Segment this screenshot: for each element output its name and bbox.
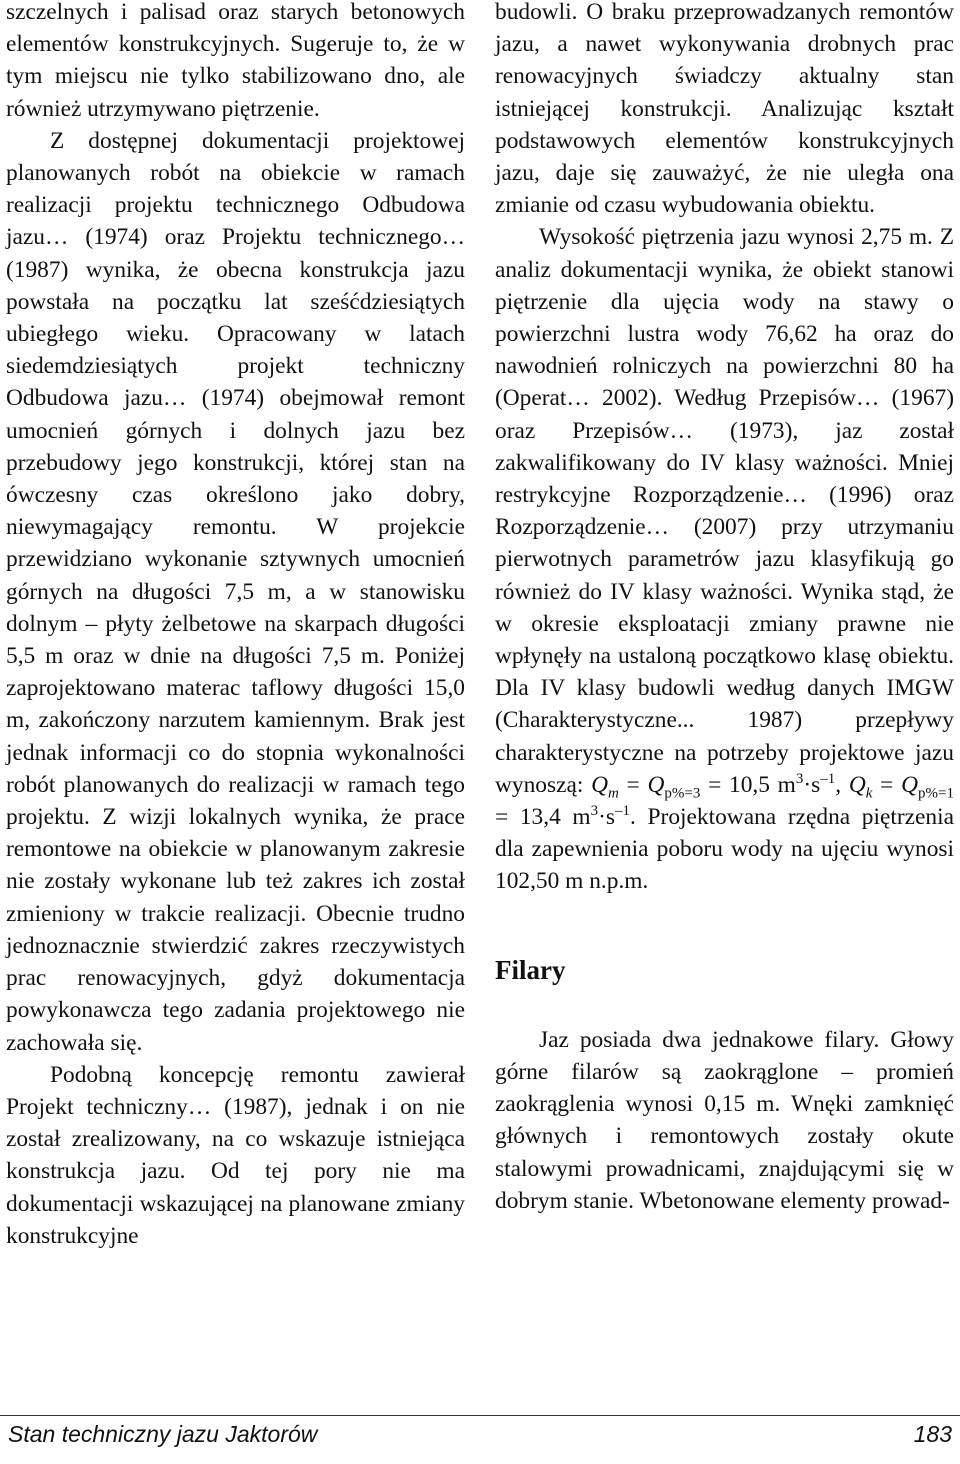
formula-subscript: m xyxy=(607,785,619,802)
paragraph: Jaz posiada dwa jednakowe filary. Głowy górne filarów są zaokrąglone – promień zaokrąglenia wynosi 0,15 m. Wnęki zamknięć głównych i remontowych zostały okute stalowymi prowadnicami, znajdującymi się w dobrym stanie. Wbetonowane elementy prowad- xyxy=(495,1026,954,1214)
right-column xyxy=(495,0,954,1217)
paragraph: Z dostępnej dokumentacji projektowej planowanych robót na obiekcie w ramach realizacji projektu technicznego Odbudowa jazu… (1974) oraz Projektu technicznego… (1987) wynika, że obecna konstrukcja jazu powstała na początku lat sześćdziesiątych ubiegłego wieku. Opracowany w latach siedemdziesiątych projekt techniczny Odbudowa jazu… (1974) obejmował remont umocnień górnych i dolnych jazu bez przebudowy jego konstrukcji, której stan na ówczesny czas określono jako dobry, niewymagający remontu. W projekcie przewidziano wykonanie sztywnych umocnień górnych na długości 7,5 m, a w stanowisku dolnym – płyty żelbetowe na skarpach długości 5,5 m oraz w dnie na długości 7,5 m. Poniżej zaprojektowano materac taflowy długości 15,0 m, zakończony narzutem kamiennym. Brak jest jednak informacji co do stopnia wykonalności robót planowanych do realizacji w ramach tego projektu. Z wizji lokalnych wynika, że prace remontowe na obiekcie w planowanym zakresie nie zostały wykonane lub też zakres ich został zmieniony w trakcie realizacji. Obecnie trudno jednoznacznie stwierdzić zakres rzeczywistych prac renowacyjnych, gdyż dokumentacja powykonawcza tego zadania projektowego nie zachowała się. xyxy=(6,127,465,1056)
paragraph: budowli. O braku przeprowadzanych remontów jazu, a nawet wykonywania drobnych prac renowacyjnych świadczy aktualny stan istniejącej konstrukcji. Analizując kształt podstawowych elementów konstrukcyjnych jazu, daje się zauważyć, że nie uległa ona zmianie od czasu wybudowania obiektu. xyxy=(495,0,954,219)
formula-text: ·s xyxy=(803,771,821,798)
formula-symbol: Q xyxy=(901,771,919,798)
formula-text: = 10,5 m xyxy=(700,771,796,798)
formula-symbol: Q xyxy=(647,771,665,798)
section-heading: Filary xyxy=(495,954,566,985)
left-column xyxy=(6,0,465,1252)
formula-text: = xyxy=(872,771,902,798)
formula-text: = 13,4 m xyxy=(495,804,591,831)
formula-symbol: Q xyxy=(848,771,866,798)
formula-subscript: p%=1 xyxy=(918,785,954,802)
paragraph-with-formula xyxy=(495,221,954,897)
page-number: 183 xyxy=(913,1421,952,1447)
formula-text: , xyxy=(835,771,849,798)
paragraph: szczelnych i palisad oraz starych betonowych elementów konstrukcyjnych. Sugeruje to, że w tym miejscu nie tylko stabilizowano dno, ale również utrzymywano piętrzenie. xyxy=(6,0,465,122)
formula-text: . Projektowana rzędna piętrzenia dla zapewnienia poboru wody na ujęciu wynosi 102,50 m n.p.m. xyxy=(495,804,954,895)
formula-subscript: k xyxy=(865,785,873,802)
footer-divider xyxy=(0,1415,960,1416)
formula-text: ·s xyxy=(598,804,616,831)
formula-superscript: 3 xyxy=(795,771,804,788)
paragraph-text: Wysokość piętrzenia jazu wynosi 2,75 m. Z analiz dokumentacji wynika, że obiekt stanowi piętrzenie dla ujęcia wody na stawy o powierzchni lustra wody 76,62 ha oraz do nawodnień rolniczych na powierzchni 80 ha (Operat… 2002). Według Przepisów… (1967) oraz Przepisów… (1973), jaz został zakwalifikowany do IV klasy ważności. Mniej restrykcyjne Rozporządzenie… (1996) oraz Rozporządzenie… (2007) przy utrzymaniu pierwotnych parametrów jazu klasyfikują go również do IV klasy ważności. Wynika stąd, że w okresie eksploatacji zmiany prawne nie wpłynęły na ustaloną początkowo klasę obiektu. Dla IV klasy budowli według danych IMGW (Charakterystyczne... 1987) przepływy charakterystyczne na potrzeby projektowe jazu wynoszą: xyxy=(495,224,954,798)
formula-subscript: p%=3 xyxy=(664,785,701,802)
formula-text: = xyxy=(618,771,648,798)
formula-superscript: 3 xyxy=(590,803,599,820)
running-footer-title: Stan techniczny jazu Jaktorów xyxy=(8,1421,318,1447)
paragraph: Podobną koncepcję remontu zawierał Projekt techniczny… (1987), jednak i on nie został zrealizowany, na co wskazuje istniejąca konstrukcja jazu. Od tej pory nie ma dokumentacji wskazującej na planowane zmiany konstrukcyjne xyxy=(6,1061,465,1249)
formula-superscript: –1 xyxy=(615,803,631,820)
formula-superscript: –1 xyxy=(820,771,836,788)
formula-symbol: Q xyxy=(591,771,608,798)
